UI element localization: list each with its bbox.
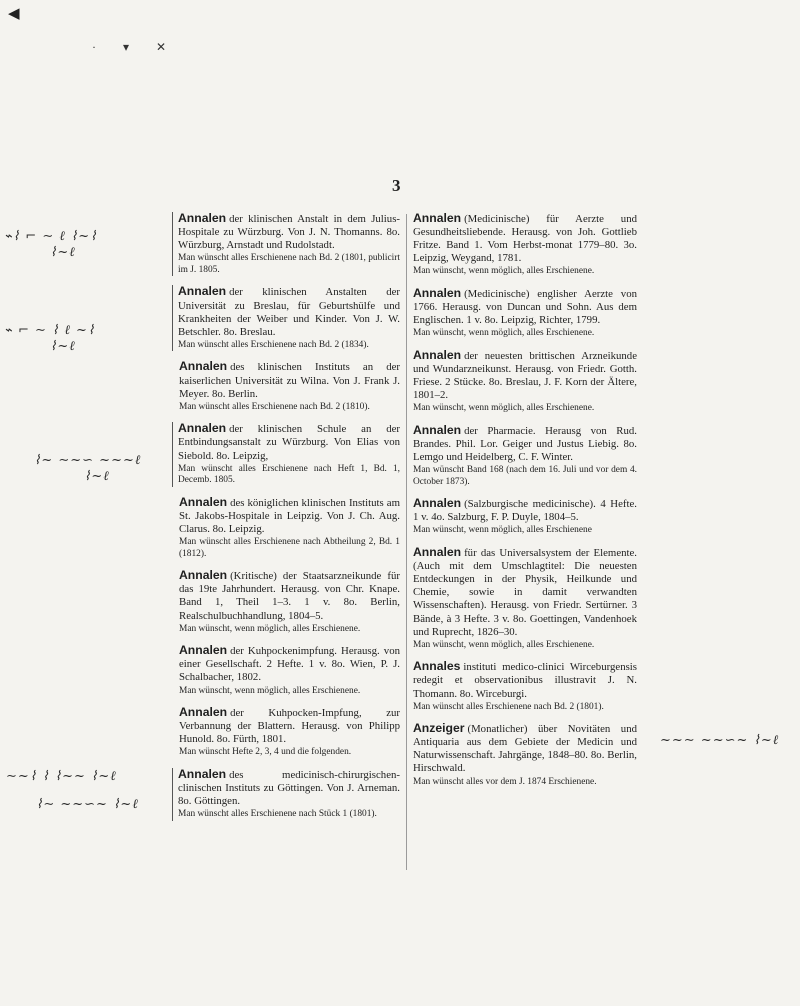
handwritten-note: ⌁ ⌐ ∼ ⌇ ℓ ~⌇ (4, 323, 96, 338)
handwritten-note: ⌇~ℓ (84, 469, 110, 484)
entry-text: der klinischen Anstalten der Universität zu Breslau, für Geburtshülfe und Krankheiten der Weiber und Kinder. Von J. W. Betschler. 8o. Breslau. (178, 286, 400, 338)
catalog-entry (413, 349, 637, 415)
entry-heading: Annalen (178, 421, 227, 436)
handwritten-note: ⌇~ℓ (50, 339, 76, 354)
handwritten-note: ⌇~ ∼~∽ ~~~ℓ (34, 453, 142, 468)
entry-note: Man wünscht alles Erschienene nach Bd. 2 (1834). (178, 339, 369, 350)
entry-heading: Annalen (178, 284, 227, 299)
entry-heading: Annalen (179, 643, 228, 658)
entry-text: (Kritische) der Staatsarzneikunde für das 19te Jahrhundert. Herausg. von Chr. Knape. Band 1, Theil 1–3. 1 v. 8o. Berlin, Realschulbuchhandlung, 1804–5. (179, 570, 400, 622)
catalog-entry (179, 706, 400, 759)
corner-mark: ◀ (8, 6, 20, 22)
entry-note: Man wünscht Band 168 (nach dem 16. Juli und vor dem 4. October 1873). (413, 465, 637, 487)
entry-heading: Anzeiger (413, 721, 465, 736)
entry-note: Man wünscht, wenn möglich, alles Erschienene. (413, 328, 595, 339)
entry-text: des medicinisch-chirurgischen-clinischen Instituts zu Göttingen. Von J. Arneman. 8o. Göttingen. (178, 768, 400, 808)
entry-note: Man wünscht, wenn möglich, alles Erschienene. (413, 266, 595, 277)
catalog-entry (179, 569, 400, 635)
entry-note: Man wünscht, wenn möglich, alles Erschienene (413, 525, 592, 536)
entry-text: (Salzburgische medicinische). 4 Hefte. 1 v. 4o. Salzburg, F. P. Duyle, 1804–5. (413, 498, 637, 524)
handwritten-note: ∼~⌇ ⌇ ⌇~~ ⌇~ℓ (6, 769, 117, 784)
corner-marks: · ▾ ✕ (92, 40, 179, 54)
entry-text: für das Universalsystem der Elemente. (Auch mit dem Umschlagtitel: Die neuesten Entdeckungen in der Physik, Heilkunde und Chemie, sowie in damit verwandten Wissenschaften). Herausg. von Friedr. Sertürner. 3 Bände, à 3 Hefte. 3 v. 8o. Goettingen, Vandenhoek und Ruprecht, 1826–30. (413, 547, 637, 638)
entry-note: Man wünscht, wenn möglich, alles Erschienene. (179, 623, 361, 634)
entry-text: der Kuhpocken-Impfung, zur Verbannung der Blattern. Herausg. von Philipp Hunold. 8o. Fürth, 1801. (179, 707, 400, 746)
entry-note: Man wünscht alles Erschienene nach Bd. 2 (1801). (413, 701, 604, 712)
entry-heading: Annalen (179, 494, 228, 509)
entry-heading: Annalen (413, 211, 462, 225)
entry-text: der klinischen Anstalt in dem Julius-Hospitale zu Würzburg. Von J. N. Thomanns. 8o. Würzburg, Arnstadt und Rudolstadt. (178, 213, 400, 252)
entry-heading: Annalen (179, 568, 228, 583)
entry-heading: Annalen (413, 496, 462, 511)
catalog-entry (172, 422, 400, 486)
handwritten-note: ⌇~ℓ (50, 245, 76, 260)
entry-note: Man wünscht alles vor dem J. 1874 Erschienene. (413, 776, 597, 787)
entry-note: Man wünscht alles Erschienene nach Bd. 2 (1801, publicirt im J. 1805. (178, 253, 400, 275)
catalog-entry (179, 360, 400, 413)
handwritten-note: ~~∼ ~~∽~ ⌇~ℓ (660, 733, 780, 748)
entry-note: Man wünscht, wenn möglich, alles Erschienene. (413, 639, 595, 650)
entry-heading: Annalen (179, 359, 228, 374)
entry-heading: Annalen (413, 347, 462, 362)
entry-heading: Annalen (178, 766, 227, 781)
column-divider (406, 214, 407, 870)
entry-text: (Medicinische) für Aerzte und Gesundheitsliebende. Herausg. von Joh. Gottlieb Fritze. Band 1. Vom Herbst-monat 1779–80. 3o. Leipzig, Weygand, 1781. (413, 213, 637, 265)
entry-text: der klinischen Schule an der Entbindungsanstalt zu Würzburg. Von Elias von Siebold. 8o. Leipzig, (178, 423, 400, 462)
right-column (413, 212, 637, 797)
entry-text: (Monatlicher) über Novitäten und Antiquaria aus dem Gebiete der Medicin und Naturwissenschaft. Jahrgänge, 1848–80. 8o. Berlin, Hirschwald. (413, 723, 637, 775)
catalog-entry (179, 496, 400, 560)
catalog-entry (172, 212, 400, 276)
catalog-entry (172, 285, 400, 351)
entry-text: des klinischen Instituts an der kaiserlichen Universität zu Wilna. Von J. Frank J. Meyer. 8o. Berlin. (179, 361, 400, 400)
entry-note: Man wünscht alles Erschienene nach Stück 1 (1801). (178, 809, 377, 820)
entry-note: Man wünscht, wenn möglich, alles Erschienene. (413, 403, 595, 414)
entry-text: der Pharmacie. Herausg von Rud. Brandes. Phil. Lor. Geiger und Justus Liebig. 8o. Lemgo und Heidelberg, C. F. Winter. (413, 424, 637, 463)
entry-text: des königlichen klinischen Instituts am St. Jakobs-Hospitale in Leipzig. Von J. Ch. Aug. Clarus. 8o. Leipzig. (179, 496, 400, 535)
catalog-entry (172, 768, 400, 821)
page-number: 3 (392, 176, 401, 195)
catalog-entry (413, 287, 637, 340)
entry-note: Man wünscht alles Erschienene nach Bd. 2 (1810). (179, 401, 370, 412)
entry-text: der neuesten brittischen Arzneikunde und Wundarzneikunst. Herausg. von Friedr. Gotth. Friese. 2 Stücke. 8o. Breslau, J. F. Korn der Ältere, 1801–2. (413, 349, 637, 402)
entry-heading: Annales (413, 659, 461, 674)
entry-heading: Annalen (178, 211, 227, 225)
catalog-entry (413, 212, 637, 278)
entry-note: Man wünscht, wenn möglich, alles Erschienene. (179, 685, 361, 696)
entry-note: Man wünscht alles Erschienene nach Abtheilung 2, Bd. 1 (1812). (179, 537, 400, 559)
catalog-entry (413, 546, 637, 651)
handwritten-note: ⌇∼ ~~∽~ ⌇~ℓ (36, 797, 139, 812)
catalog-entry (413, 497, 637, 537)
entry-heading: Annalen (413, 545, 462, 560)
handwritten-note: ⌁⌇ ⌐ ∼ ℓ ⌇~⌇ (4, 229, 98, 244)
catalog-entry (413, 424, 637, 488)
entry-text: (Medicinische) englisher Aerzte von 1766. Herausg. von Duncan und Sohn. Aus dem Englischen. 1 v. 8o. Leipzig, Richter, 1799. (413, 287, 637, 327)
entry-heading: Annalen (413, 285, 462, 300)
entry-text: der Kuhpockenimpfung. Herausg. von einer Gesellschaft. 2 Hefte. 1 v. 8o. Wien, P. J. Schalbacher, 1802. (179, 645, 400, 684)
catalog-entry (179, 644, 400, 697)
entry-heading: Annalen (413, 422, 462, 437)
left-column (179, 212, 400, 830)
entry-note: Man wünscht alles Erschienene nach Heft 1, Bd. 1, Decemb. 1805. (178, 463, 400, 486)
entry-note: Man wünscht Hefte 2, 3, 4 und die folgenden. (179, 747, 352, 758)
entry-heading: Annalen (179, 705, 228, 720)
entry-text: instituti medico-clinici Wirceburgensis redegit et observationibus illustravit J. N. Thomann. 8o. Wirceburgi. (413, 661, 637, 700)
catalog-entry (413, 722, 637, 788)
catalog-entry (413, 660, 637, 713)
